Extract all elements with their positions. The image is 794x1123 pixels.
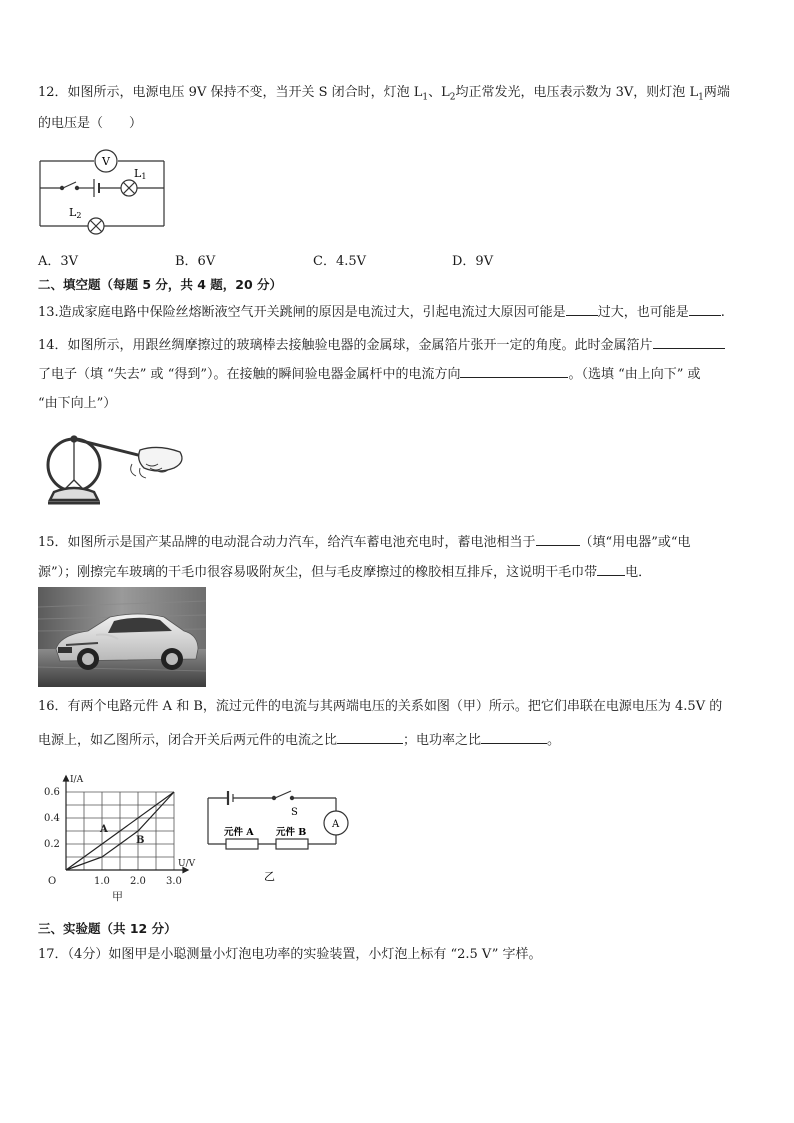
q16-line2: 电源上，如乙图所示，闭合开关后两元件的电流之比 ；电功率之比 。: [38, 730, 560, 750]
q14-line3: “由下向上”）: [38, 396, 117, 411]
option-b[interactable]: B．6V: [175, 254, 216, 269]
q12-line1: 12．如图所示，电源电压 9V 保持不变，当开关 S 闭合时，灯泡 $L_1$、$L_2$均正常发光，电压表示数为 3V，则灯泡 $L_1$两端: [38, 85, 730, 103]
section-3-heading: 三、实验题（共 12 分）: [38, 921, 177, 936]
x-tick-label: 1.0: [94, 876, 110, 887]
element-a-label: 元件 A: [224, 827, 254, 838]
l1-label: L1: [134, 167, 147, 181]
switch-label: S: [291, 807, 298, 818]
y-tick-label: 0.4: [44, 813, 60, 824]
q13-blank-2[interactable]: [689, 302, 721, 316]
series-circuit-yi: [200, 786, 360, 886]
iu-graph-jia: [40, 766, 200, 906]
origin-label: O: [48, 876, 57, 887]
q12-line2: 的电压是（ ）: [38, 116, 143, 131]
q14-line2: 了电子（填 “失去” 或 “得到”）。在接触的瞬间验电器金属杆中的电流方向 。（选填 “由上向下” 或: [38, 364, 701, 384]
y-axis-arrow: [64, 776, 69, 781]
ammeter-label: A: [332, 819, 340, 830]
q15-line2: 源”）；刚擦完车玻璃的干毛巾很容易吸附灰尘，但与毛皮摩擦过的橡胶相互排斥，这说明干毛巾带 电．: [38, 562, 651, 582]
x-axis-label: U/V: [178, 859, 196, 869]
series-label-a: A: [100, 824, 108, 835]
voltmeter-label: V: [102, 155, 110, 168]
y-tick-label: 0.2: [44, 839, 60, 850]
x-tick-label: 3.0: [166, 876, 182, 887]
q14-blank-2[interactable]: [460, 364, 568, 378]
l2-label: L2: [69, 206, 82, 220]
caption-yi: 乙: [264, 870, 275, 883]
y-tick-label: 0.6: [44, 787, 60, 798]
q13-line: 13.造成家庭电路中保险丝熔断液空气开关跳闸的原因是电流过大，引起电流过大原因可能是 过大，也可能是 .: [38, 302, 725, 322]
q15-blank-2[interactable]: [597, 562, 625, 576]
q15-blank-1[interactable]: [536, 532, 580, 546]
section-2-heading: 二、填空题（每题 5 分，共 4 题，20 分）: [38, 277, 283, 292]
q13-blank-1[interactable]: [566, 302, 598, 316]
electroscope-illustration: [40, 428, 188, 510]
q16-blank-2[interactable]: [481, 730, 547, 744]
q14-line1: 14．如图所示，用跟丝绸摩擦过的玻璃棒去接触验电器的金属球，金属箔片张开一定的角度。此时金属箔片: [38, 335, 725, 355]
q17-line: 17．（4分）如图甲是小聪测量小灯泡电功率的实验装置，小灯泡上标有 “2.5 V” 字样。: [38, 947, 542, 962]
q16-blank-1[interactable]: [337, 730, 403, 744]
y-axis-label: I/A: [70, 775, 84, 785]
option-c[interactable]: C．4.5V: [313, 254, 367, 269]
series-label-b: B: [136, 835, 145, 846]
option-a[interactable]: A．3V: [38, 254, 79, 269]
element-b-label: 元件 B: [276, 827, 307, 838]
caption-jia: 甲: [112, 890, 123, 903]
q15-line1: 15．如图所示是国产某品牌的电动混合动力汽车，给汽车蓄电池充电时，蓄电池相当于 （填“用电器”或“电: [38, 532, 691, 552]
q12-circuit-diagram: [36, 148, 171, 240]
option-d[interactable]: D．9V: [452, 254, 494, 269]
x-tick-label: 2.0: [130, 876, 146, 887]
hybrid-car-photo: [38, 587, 206, 687]
q16-line1: 16．有两个电路元件 A 和 B，流过元件的电流与其两端电压的关系如图（甲）所示。把它们串联在电源电压为 4.5V 的: [38, 699, 723, 714]
q14-blank-1[interactable]: [653, 335, 725, 349]
